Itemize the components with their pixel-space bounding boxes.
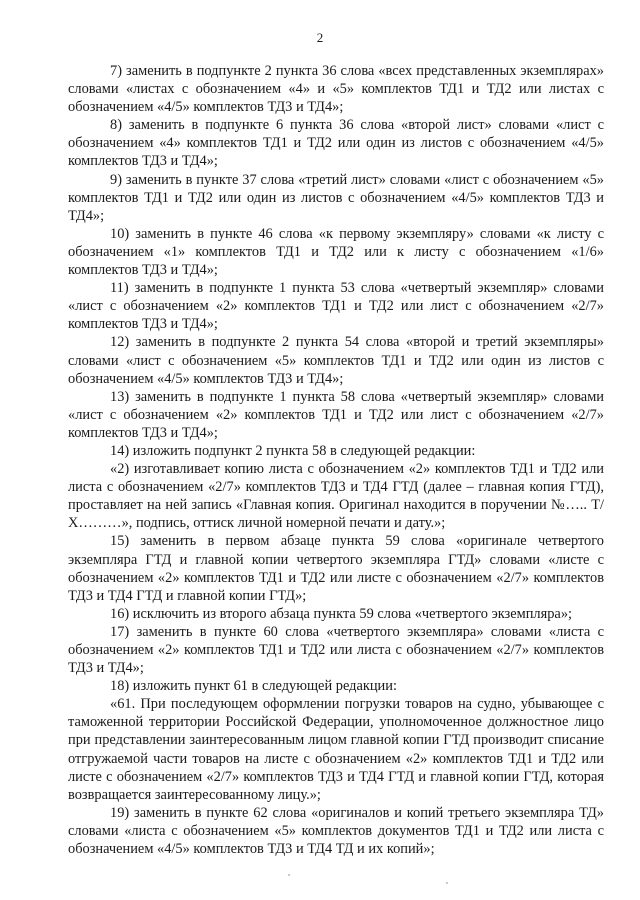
- paragraph-item-12: 12) заменить в подпункте 2 пункта 54 слова «второй и третий экземпляры» словами «лист с обозначением «5» комплектов ТД1 и ТД2 или один из листов с обозначением «4/5» комплектов ТД3 и ТД4»;: [68, 334, 604, 387]
- paragraph-item-10: 10) заменить в пункте 46 слова «к первому экземпляру» словами «к листу с обозначением «1» комплектов ТД1 и ТД2 или к листу с обозначением «1/6» комплектов ТД3 и ТД4»;: [68, 225, 604, 279]
- paragraph-item-11: 11) заменить в подпункте 1 пункта 53 слова «четвертый экземпляр» словами «лист с обозначением «2» комплектов ТД1 и ТД2 или лист с обозначением «2/7» комплектов ТД3 и ТД4»;: [68, 280, 604, 333]
- paragraph-item-15: 15) заменить в первом абзаце пункта 59 слова «оригинале четвертого экземпляра ГТД и главной копии четвертого экземпляра ГТД» словами «листе с обозначением «2» комплектов ТД1 и ТД2 или листе с обозначением «2/7» комплектов ТД3 и ТД4 ГТД и главной копии ГТД»;: [68, 533, 604, 604]
- paragraph-item-14: 14) изложить подпункт 2 пункта 58 в следующей редакции:: [110, 442, 476, 459]
- paragraph-item-16: 16) исключить из второго абзаца пункта 59 слова «четвертого экземпляра»;: [110, 605, 573, 622]
- paragraph-item-9: 9) заменить в пункте 37 слова «третий лист» словами «лист с обозначением «5» комплектов ТД1 и ТД2 или один из листов с обозначением «4/5» комплектов ТД3 и ТД4»;: [68, 171, 604, 224]
- paragraph-item-17: 17) заменить в пункте 60 слова «четвертого экземпляра» словами «листа с обозначением «2» комплектов ТД1 и ТД2 или листа с обозначением «2/7» комплектов ТД3 и ТД4»;: [68, 623, 604, 677]
- page-number: 2: [316, 30, 324, 45]
- quoted-subclause-2: «2) изготавливает копию листа с обозначением «2» комплектов ТД1 и ТД2 или листа с обозначением «2/7» комплектов ТД3 и ТД4 ГТД (далее – главная копия ГТД), проставляет на ней запись «Главная копия. Оригинал находится в поручении №….. Т/Х………», подпись, оттиск личной номерной печати и дату.»;: [68, 461, 604, 532]
- scan-speck: [288, 874, 290, 876]
- paragraph-item-8: 8) заменить в подпункте 6 пункта 36 слова «второй лист» словами «лист с обозначением «4» комплектов ТД1 и ТД2 или один из листов с обозначением «4/5» комплектов ТД3 и ТД4»;: [68, 117, 604, 170]
- paragraph-item-13: 13) заменить в подпункте 1 пункта 58 слова «четвертый экземпляр» словами «лист с обозначением «2» комплектов ТД1 и ТД2 или лист с обозначением «2/7» комплектов ТД3 и ТД4»;: [68, 388, 604, 441]
- document-body: [68, 62, 604, 858]
- scan-speck: [446, 882, 448, 884]
- paragraph-item-7: 7) заменить в подпункте 2 пункта 36 слова «всех представленных экземплярах» словами «листах с обозначением «4» и «5» комплектов ТД1 и ТД2 или листах с обозначением «4/5» комплектов ТД3 и ТД4»;: [68, 63, 604, 116]
- quoted-clause-61: «61. При последующем оформлении погрузки товаров на судно, убывающее с таможенной территории Российской Федерации, уполномоченное должностное лицо при представлении заинтересованным лицом главной копии ГТД производит списание отгружаемой части товаров на листе с обозначением «2» комплектов ТД1 и ТД2 или листе с обозначением «2/7» комплектов ТД3 и ТД4 ГТД и главной копии ГТД, которая возвращается заинтересованному лицу.»;: [68, 696, 604, 803]
- paragraph-item-19: 19) заменить в пункте 62 слова «оригиналов и копий третьего экземпляра ТД» словами «листа с обозначением «5» комплектов документов ТД1 и ТД2 или листа с обозначением «4/5» комплектов ТД3 и ТД4 ТД и их копий»;: [68, 804, 604, 858]
- paragraph-item-18: 18) изложить пункт 61 в следующей редакции:: [110, 678, 397, 695]
